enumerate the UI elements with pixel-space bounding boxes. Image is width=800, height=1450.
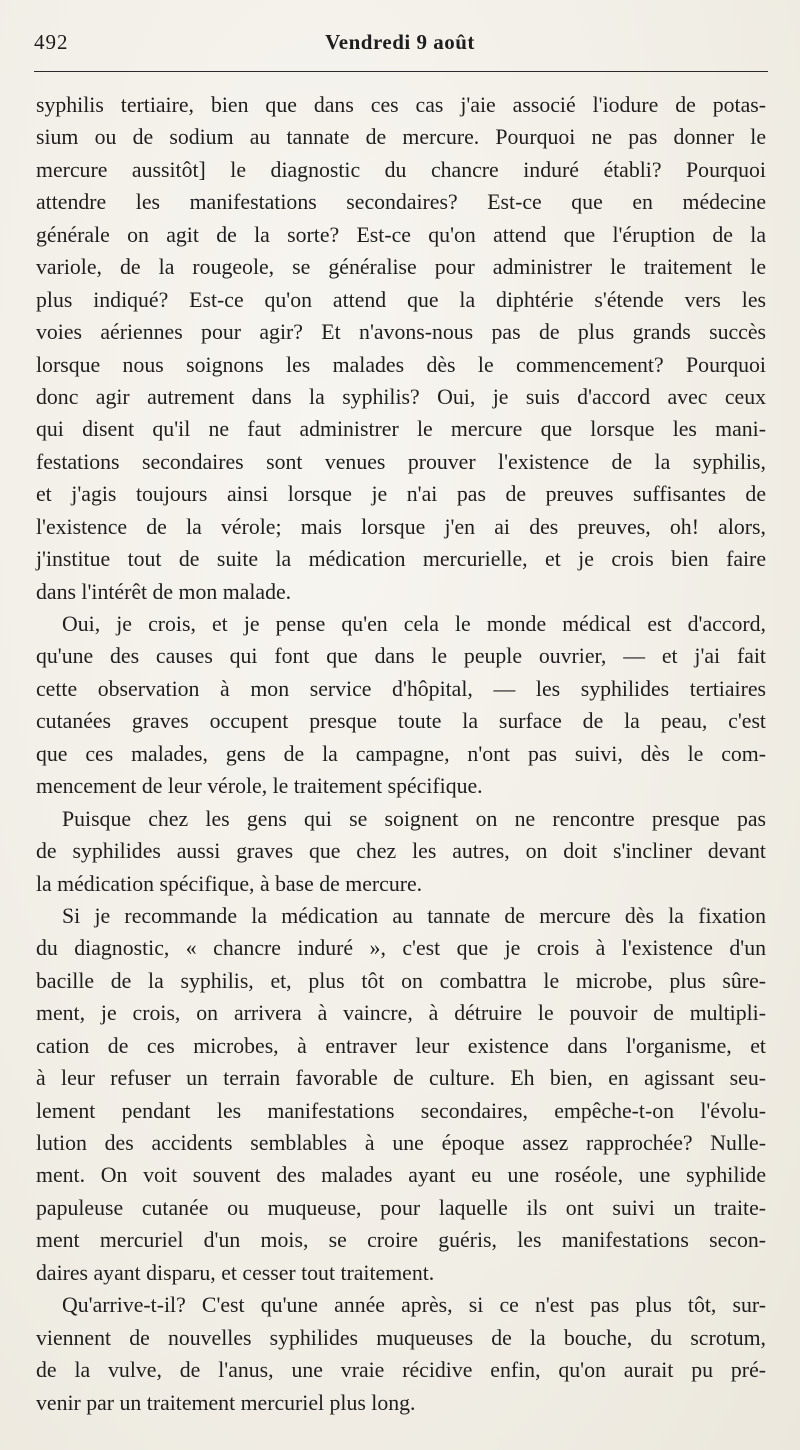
text-line: j'institue tout de suite la médication mercurielle, et je crois bien faire — [36, 547, 766, 572]
page-header — [34, 30, 766, 62]
text-line: qu'une des causes qui font que dans le peuple ouvrier, — et j'ai fait — [36, 644, 766, 669]
text-line: du diagnostic, « chancre induré », c'est que je crois à l'existence d'un — [36, 936, 766, 961]
header-rule — [34, 71, 768, 72]
text-line: bacille de la syphilis, et, plus tôt on combattra le microbe, plus sûre- — [36, 968, 766, 993]
text-line: ment. On voit souvent des malades ayant eu une roséole, une syphilide — [36, 1163, 766, 1188]
text-line: variole, de la rougeole, se généralise pour administrer le traitement le — [36, 255, 766, 280]
text-line: sium ou de sodium au tannate de mercure. Pourquoi ne pas donner le — [36, 125, 766, 150]
text-line: attendre les manifestations secondaires? Est-ce que en médecine — [36, 190, 766, 215]
text-line: et j'agis toujours ainsi lorsque je n'ai pas de preuves suffisantes de — [36, 482, 766, 507]
text-line: daires ayant disparu, et cesser tout traitement. — [36, 1260, 435, 1285]
text-line: Puisque chez les gens qui se soignent on ne rencontre presque pas — [62, 806, 766, 831]
paragraph — [36, 608, 766, 803]
text-line: cation de ces microbes, à entraver leur existence dans l'organisme, et — [36, 1033, 766, 1058]
text-line: syphilis tertiaire, bien que dans ces cas j'aie associé l'iodure de potas- — [36, 93, 766, 117]
text-line: plus indiqué? Est-ce qu'on attend que la diphtérie s'étende vers les — [36, 287, 766, 312]
text-line: de syphilides aussi graves que chez les autres, on doit s'incliner devant — [36, 839, 766, 864]
text-line: Qu'arrive-t-il? C'est qu'une année après, si ce n'est pas plus tôt, sur- — [62, 1293, 766, 1318]
text-line: générale on agit de la sorte? Est-ce qu'on attend que l'éruption de la — [36, 222, 766, 247]
paragraph — [36, 1289, 766, 1419]
text-line: cette observation à mon service d'hôpital, — les syphilides tertiaires — [36, 676, 766, 701]
paragraph — [36, 803, 766, 900]
text-line: lution des accidents semblables à une époque assez rapprochée? Nulle- — [36, 1131, 766, 1155]
text-line: dans l'intérêt de mon malade. — [36, 579, 292, 604]
page-number: 492 — [34, 30, 69, 54]
body-text — [36, 89, 766, 1419]
text-line: que ces malades, gens de la campagne, n'ont pas suivi, dès le com- — [36, 741, 766, 766]
text-line: venir par un traitement mercuriel plus long. — [36, 1390, 416, 1415]
text-line: mercure aussitôt] le diagnostic du chancre induré établi? Pourquoi — [36, 157, 766, 182]
text-line: voies aériennes pour agir? Et n'avons-nous pas de plus grands succès — [36, 320, 766, 345]
paragraph — [36, 900, 766, 1289]
running-head: Vendredi 9 août — [325, 30, 475, 54]
text-line: la médication spécifique, à base de mercure. — [36, 871, 423, 896]
text-line: mencement de leur vérole, le traitement spécifique. — [36, 774, 483, 799]
text-line: de la vulve, de l'anus, une vraie récidive enfin, qu'on aurait pu pré- — [36, 1358, 766, 1383]
text-line: festations secondaires sont venues prouver l'existence de la syphilis, — [36, 449, 766, 474]
text-line: cutanées graves occupent presque toute la surface de la peau, c'est — [36, 709, 766, 734]
text-line: qui disent qu'il ne faut administrer le mercure que lorsque les mani- — [36, 417, 766, 442]
paragraph — [36, 89, 766, 608]
text-line: lorsque nous soignons les malades dès le commencement? Pourquoi — [36, 352, 766, 377]
text-line: à leur refuser un terrain favorable de culture. Eh bien, en agissant seu- — [36, 1066, 766, 1091]
text-line: lement pendant les manifestations secondaires, empêche-t-on l'évolu- — [36, 1098, 766, 1123]
text-line: papuleuse cutanée ou muqueuse, pour laquelle ils ont suivi un traite- — [36, 1195, 766, 1220]
text-line: ment, je crois, on arrivera à vaincre, à détruire le pouvoir de multipli- — [36, 1001, 766, 1026]
text-line: ment mercuriel d'un mois, se croire guéris, les manifestations secon- — [36, 1228, 766, 1253]
text-line: Si je recommande la médication au tannate de mercure dès la fixation — [62, 903, 766, 928]
text-line: l'existence de la vérole; mais lorsque j'en ai des preuves, oh! alors, — [36, 514, 766, 539]
text-line: donc agir autrement dans la syphilis? Oui, je suis d'accord avec ceux — [36, 384, 766, 409]
text-line: viennent de nouvelles syphilides muqueuses de la bouche, du scrotum, — [36, 1325, 766, 1350]
text-line: Oui, je crois, et je pense qu'en cela le monde médical est d'accord, — [62, 612, 766, 636]
